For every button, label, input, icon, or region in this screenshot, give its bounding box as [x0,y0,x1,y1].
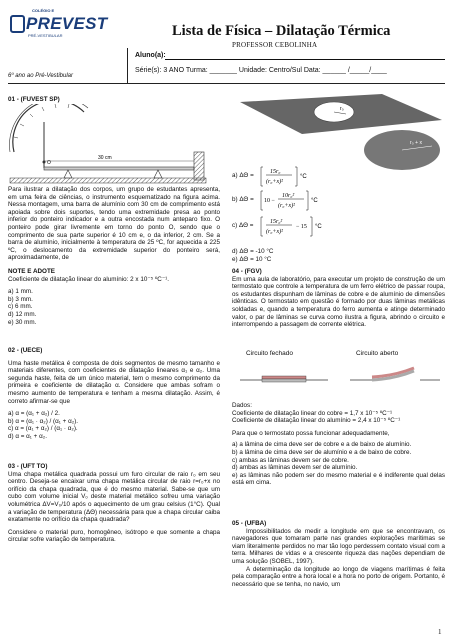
q02-heading: 02 - (UECE) [8,347,43,354]
svg-text:15r₀²: 15r₀² [270,219,283,225]
q01-option-c[interactable]: c) 6 mm. [8,303,33,311]
q01-option-e[interactable]: e) 30 mm. [8,318,37,326]
formula-a [260,166,320,188]
q03-text: Uma chapa metálica quadrada possui um furo circular de raio r₀ em seu centro. Deseja-se encaixar uma chapa metálica circular de raio r=r₀+x no orifício da chapa quadrada, que é do mesmo material. Sabe-se que um cubo com volume inicial V₀ deste material metálico sofreu uma variação volumétrica ΔV=V₀/10 após o aquecimento de um grau celsius (1°C). Qual a variação de temperatura (ΔΘ) necessária para que a chapa circular caiba exatamente no orifício da chapa quadrada? [8,470,220,524]
formula-c [260,216,336,240]
q01-note: Coeficiente de dilatação linear do alumínio: 2 x 10⁻⁵ ºC⁻¹. [8,275,170,283]
closed-circuit-label: Circuito fechado [246,350,293,357]
professor-name: PROFESSOR CEBOLINHA [232,41,318,49]
q02-option-b[interactable]: b) α = (α₁ · α₂) / (α₁ + α₂). [8,417,79,425]
fig-r-label: r₀ + x [410,140,422,146]
page-title: Lista de Física – Dilatação Térmica [172,23,391,39]
svg-text:°C: °C [315,224,322,230]
q02-option-a[interactable]: a) α = (α₁ + α₂) / 2. [8,410,60,418]
q04-dados-heading: Dados: [232,402,252,409]
q02-options [8,410,220,440]
svg-text:°C: °C [300,174,307,180]
svg-text:(r₀+x)²: (r₀+x)² [266,179,283,185]
q04-options [232,441,445,487]
q05-heading: 05 - (UFBA) [232,520,267,527]
q04-question: Para que o termostato possa funcionar adequadamente, [232,429,390,437]
q04-option-d[interactable]: d) ambas as lâminas devem ser de alumínio. [232,464,358,472]
svg-text:− 15: − 15 [296,224,307,230]
svg-text:°C: °C [311,198,318,204]
q04-details [232,402,445,487]
q01-options [8,288,220,326]
svg-text:(r₀+x)²: (r₀+x)² [266,229,283,235]
q02-body [8,347,220,441]
q04-heading: 04 - (FGV) [232,268,262,275]
student-label: Aluno(a): [135,52,166,59]
q05-body [232,520,445,588]
q01-body [8,186,220,326]
q03-option-d[interactable]: d) ΔΘ = -10 °C [232,248,274,255]
q01-note-heading: NOTE E ADOTE [8,267,55,275]
q04-option-c[interactable]: c) ambas as lâminas devem ser de cobre. [232,456,349,464]
q05-text-2: A determinação da longitude ao longo de viagens marítimas é feita pela comparação entre a hora local e a hora no porto de origem. Portanto, é necessário que se tenha, no navio, um [232,565,445,588]
svg-text:10r₀²: 10r₀² [282,193,295,199]
q04-text: Em uma aula de laboratório, para executar um projeto de construção de um termostato que controle a temperatura de um ferro elétrico de passar roupa, os estudantes dispunham de lâminas de cobre e de alumínio de dimensões idênticas. O termostato em questão é formado por duas lâminas metálicas soldadas e, quando a temperatura do ferro aumenta e atinge determinado valor, o par de lâminas se curva como ilustra a figura, abrindo o circuito e interrompendo a passagem de corrente elétrica. [232,275,445,329]
logo-top-text: COLÉGIO E [32,8,55,13]
q03-option-e[interactable]: e) ΔΘ = 10 °C [232,255,272,263]
question-01-heading [8,96,220,104]
logo-sub-text: PRÉ-VESTIBULAR [28,33,63,38]
bar-length-label: 30 cm [98,155,112,161]
q03-option-c-label: c) ΔΘ = [232,222,254,229]
q04-option-a[interactable]: a) a lâmina de cima deve ser de cobre e a de baixo de alumínio. [232,441,412,449]
logo-mark-icon [10,15,25,33]
q03-option-c[interactable] [232,219,445,248]
q03-options [232,169,445,263]
fig-r0-label: r₀ [340,106,344,112]
q01-option-b[interactable]: b) 3 mm. [8,295,33,303]
logo-brand-text: PREVEST [26,14,108,33]
student-name-field[interactable] [165,59,445,60]
q04-option-b[interactable]: b) a lâmina de cima deve ser de alumínio e a de baixo de cobre. [232,448,412,456]
q01-heading: 01 - (FUVEST SP) [8,96,60,103]
open-circuit-label: Circuito aberto [356,350,399,357]
q03-option-a-label: a) ΔΘ = [232,172,254,179]
q02-option-d[interactable]: d) α = α₁ + α₂. [8,432,47,440]
grade-range: 6º ano ao Pré-Vestibular [8,73,74,79]
svg-text:(r₀+x)²: (r₀+x)² [278,203,295,209]
svg-text:10 −: 10 − [264,198,275,204]
q01-text: Para ilustrar a dilatação dos corpos, um grupo de estudantes apresenta, em uma feira de ciências, o instrumento esquematizado na figura acima. Nessa montagem, uma barra de alumínio com 30 cm de comprimento está apoiada sobre dois suportes, tendo uma extremidade presa ao ponto inferior do ponteiro indicador e a outra encostada num anteparo fixo. O ponteiro pode girar livremente em torno do ponto O, sendo que o comprimento de sua parte superior é 10 cm e, o da inferior, 2 cm. Se a barra de alumínio, inicialmente à temperatura de 25 ºC, for aquecida a 225 ºC, o deslocamento da extremidade superior do ponteiro será, aproximadamente, de [8,186,220,262]
q01-option-d[interactable]: d) 12 mm. [8,310,37,318]
q04-option-e[interactable]: e) as lâminas não podem ser do mesmo material e é indiferente qual delas está em cima. [232,471,445,487]
thermostat-drawing [232,360,445,396]
q03-heading: 03 - (UFT TO) [8,463,48,470]
header-rule [8,83,445,84]
q03-body [8,463,220,544]
q03-option-b-label: b) ΔΘ = [232,196,254,203]
formula-b [260,190,330,214]
q03-text-2: Considere o material puro, homogêneo, isótropo e que somente a chapa circular sofre variação de temperatura. [8,528,220,544]
q01-option-a[interactable]: a) 1 mm. [8,288,33,296]
header-divider [127,48,128,84]
svg-text:O: O [47,160,51,166]
dilatation-instrument-figure [8,104,220,184]
page-number: 1 [438,628,442,636]
q04-body [232,268,445,329]
school-logo [8,8,106,48]
q02-option-c[interactable]: c) α = (α₁ + α₂) / (α₁ · α₂). [8,425,78,433]
q04-dados-2: Coeficiente de dilatação linear do alumínio = 2,4 x 10⁻⁵ ºC⁻¹ [232,417,401,425]
q04-dados-1: Coeficiente de dilatação linear do cobre = 1,7 x 10⁻⁵ ºC⁻¹ [232,409,393,417]
q05-text: Impossibilitados de medir a longitude em que se encontravam, os navegadores que tomaram parte nas grandes explorações marítimas se viam literalmente perdidos no mar tão logo perdessem contato visual com a terra. Milhares de vidas e a crescente riqueza das nações dependiam de uma solução (SOBEL, 1997). [232,527,445,565]
svg-text:15r₀: 15r₀ [270,169,281,175]
class-info-line: Série(s): 3 ANO Turma: _______ Unidade: Centro/Sul Data: ______ /_____/____ [135,67,387,74]
thermostat-figure [232,350,445,396]
q02-text: Uma haste metálica é composta de dois segmentos de mesmo tamanho e materiais diferentes, com coeficientes de dilatação lineares α₁ e α₂. Uma segunda haste, feita de um único material, tem o mesmo comprimento da primeira e coeficiente de dilatação α. Considere que ambas sofram o mesmo aumento de temperatura e tenham a mesma dilatação. Assim, é correto afirmar-se que [8,359,220,405]
